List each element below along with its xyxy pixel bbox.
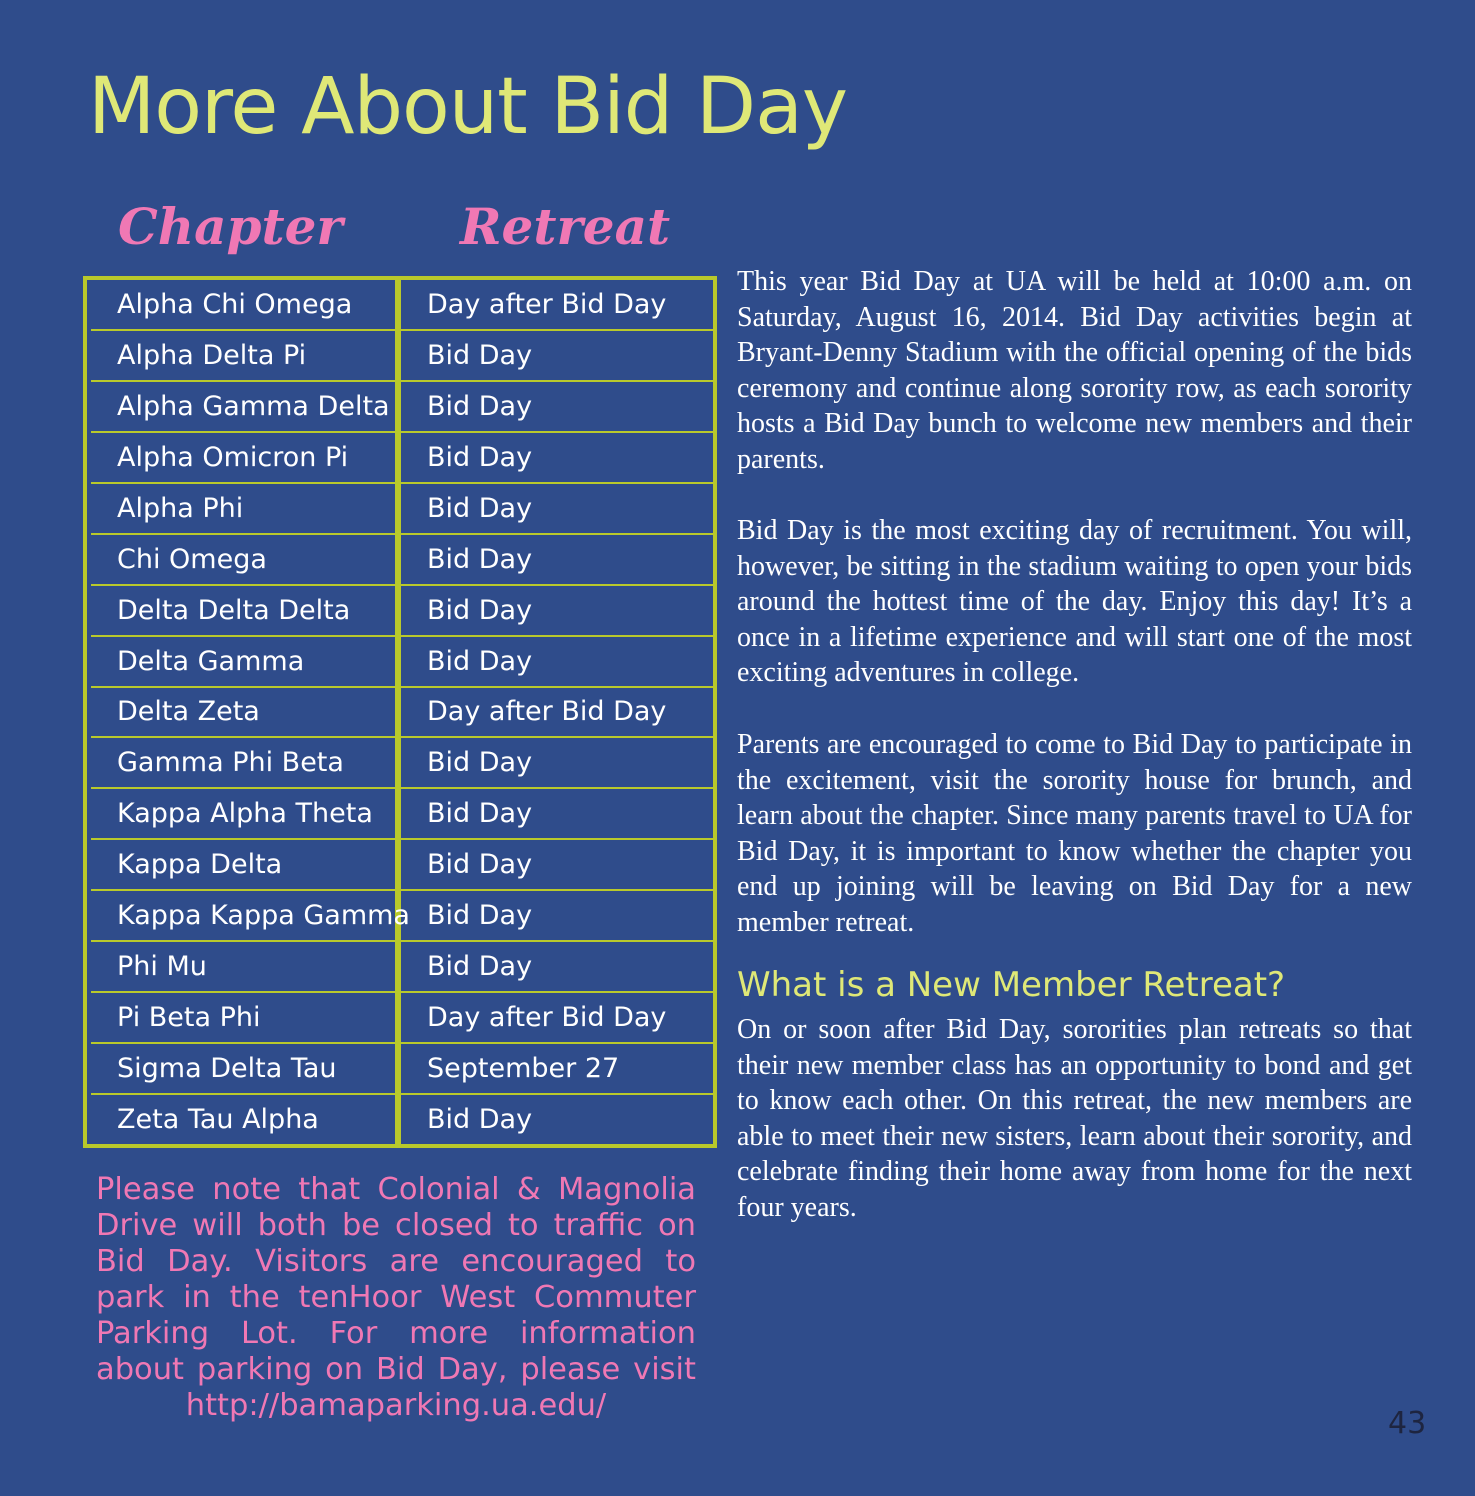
retreat-cell: Bid Day — [401, 586, 713, 637]
chapter-cell: Kappa Alpha Theta — [91, 789, 395, 840]
chapter-cell: Alpha Gamma Delta — [91, 382, 395, 433]
chapter-cell: Delta Gamma — [91, 637, 395, 688]
parking-note: Please note that Colonial & Magnolia Drive will both be closed to traffic on Bid Day. Visitors are encouraged to park in the tenHoor West Commuter Parking Lot. For more information about parking on Bid Day, please visit http://bamaparking.ua.edu/ — [96, 1172, 696, 1423]
chapter-column-header: Chapter — [118, 197, 343, 256]
chapter-cell: Pi Beta Phi — [91, 993, 395, 1044]
chapter-column — [87, 280, 410, 1144]
chapter-cell: Zeta Tau Alpha — [117, 1103, 319, 1135]
retreat-cell: Day after Bid Day — [401, 993, 713, 1044]
retreat-cell: Bid Day — [401, 840, 713, 891]
retreat-cell: Bid Day — [401, 484, 713, 535]
retreat-cell: Bid Day — [401, 331, 713, 382]
parents-paragraph: Parents are encouraged to come to Bid Day to participate in the excitement, visit the sorority house for brunch, and learn about the chapter. Since many parents travel to UA for Bid Day, it is important to know whether the chapter you end up joining will be leaving on Bid Day for a new member retreat. — [737, 729, 1412, 938]
chapter-cell: Kappa Kappa Gamma — [91, 891, 395, 942]
retreat-column-header: Retreat — [460, 197, 671, 256]
retreat-cell: Bid Day — [401, 789, 713, 840]
retreat-cell: Bid Day — [427, 1103, 533, 1135]
chapter-cell: Alpha Phi — [91, 484, 395, 535]
excitement-paragraph: Bid Day is the most exciting day of recruitment. You will, however, be sitting in the stadium waiting to open your bids around the hottest time of the day. Enjoy this day! It’s a once in a lifetime experience and will start one of the most exciting adventures in college. — [737, 515, 1412, 689]
retreat-cell: Bid Day — [401, 382, 713, 433]
retreat-section-heading: What is a New Member Retreat? — [737, 965, 1286, 1005]
retreat-cell: Bid Day — [401, 738, 713, 789]
intro-paragraph: This year Bid Day at UA will be held at 10:00 a.m. on Saturday, August 16, 2014. Bid Day activities begin at Bryant-Denny Stadium with the official opening of the bids ceremony and continue along sorority row, as each sorority hosts a Bid Day bunch to welcome new members and their parents. — [737, 266, 1412, 475]
chapter-cell: Alpha Delta Pi — [91, 331, 395, 382]
chapter-cell: Kappa Delta — [91, 840, 395, 891]
chapter-cell: Delta Delta Delta — [91, 586, 395, 637]
retreat-cell: Bid Day — [401, 535, 713, 586]
retreat-cell: Day after Bid Day — [401, 688, 713, 739]
retreat-cell: Bid Day — [401, 891, 713, 942]
page-number: 43 — [1388, 1406, 1427, 1441]
chapter-cell: Sigma Delta Tau — [91, 1044, 395, 1095]
chapter-cell: Alpha Chi Omega — [91, 280, 395, 331]
retreat-cell: Bid Day — [401, 637, 713, 688]
retreat-cell: Bid Day — [401, 433, 713, 484]
chapter-cell: Delta Zeta — [91, 688, 395, 739]
chapter-cell: Gamma Phi Beta — [91, 738, 395, 789]
retreat-cell: Bid Day — [401, 942, 713, 993]
chapter-cell: Phi Mu — [91, 942, 395, 993]
retreat-section-text: On or soon after Bid Day, sororities plan retreats so that their new member class has an opportunity to bond and get to know each other. On this retreat, the new members are able to meet their new sisters, learn about their sorority, and celebrate finding their home away from home for the next four years. — [737, 1014, 1412, 1223]
retreat-cell: September 27 — [401, 1044, 713, 1095]
chapter-cell: Chi Omega — [91, 535, 395, 586]
chapter-cell: Alpha Omicron Pi — [91, 433, 395, 484]
page-title: More About Bid Day — [88, 62, 848, 152]
retreat-schedule-table — [83, 276, 717, 1148]
retreat-column — [401, 280, 713, 1144]
retreat-cell: Day after Bid Day — [401, 280, 713, 331]
